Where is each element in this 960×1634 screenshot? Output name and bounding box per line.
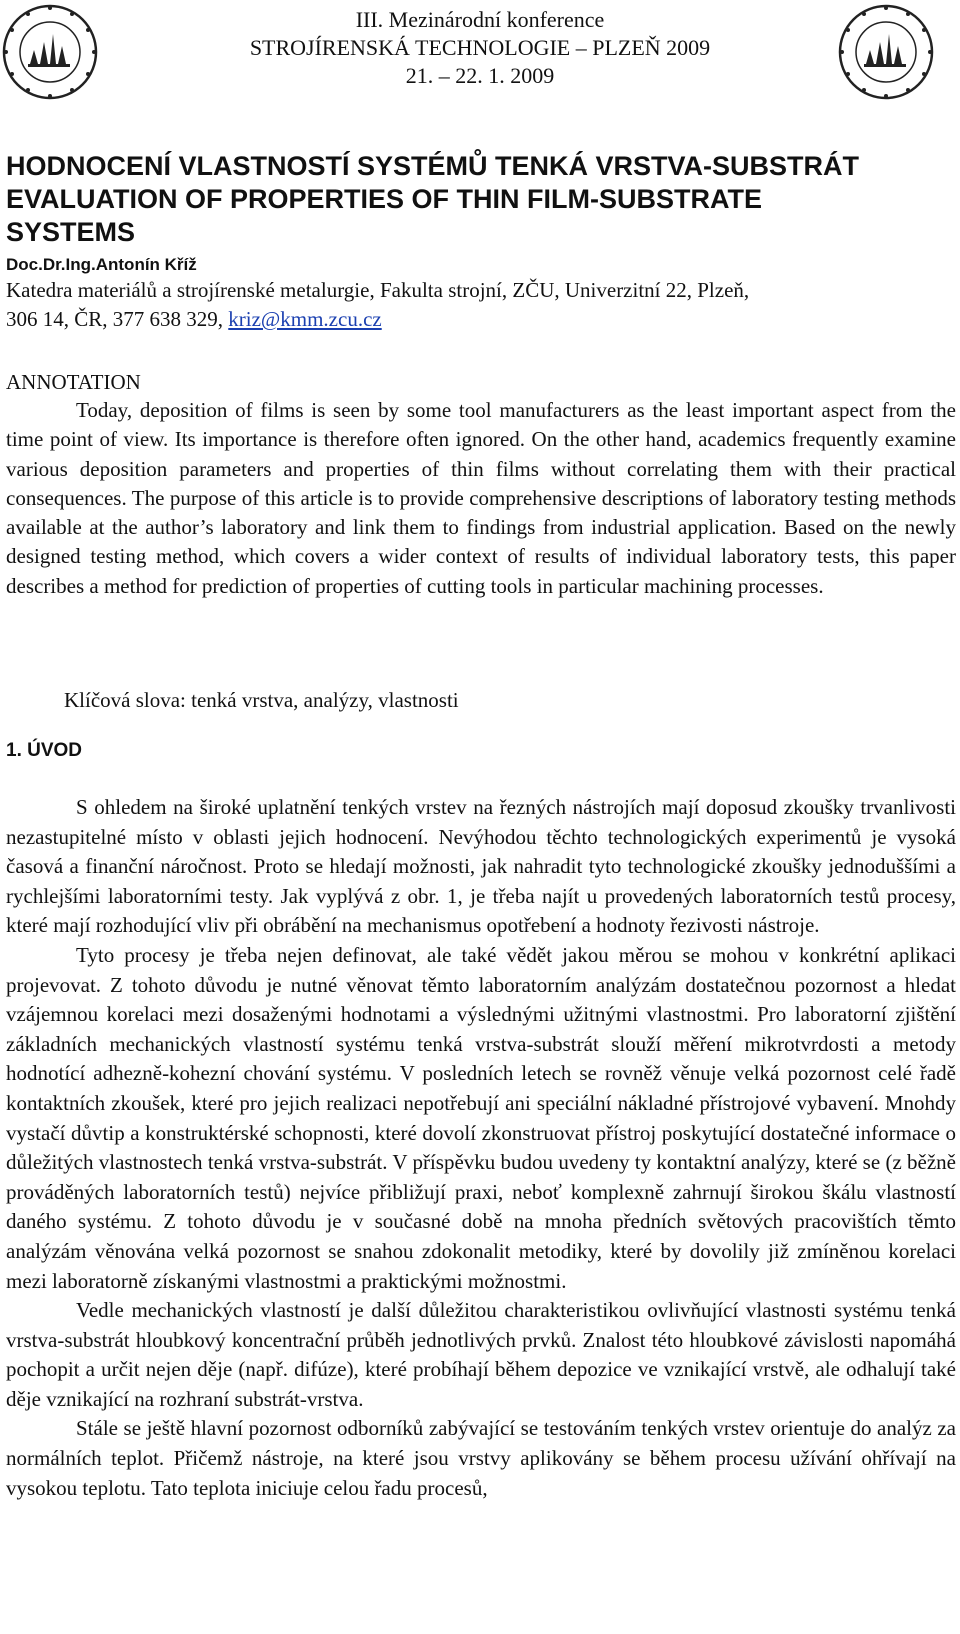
- annotation-paragraph: Today, deposition of films is seen by some tool manufacturers as the least important aspect from the time point of view. Its importance is therefore often ignored. On the other hand, academics frequently examine various deposition parameters and properties of thin films without correlating them with their practical consequences. The purpose of this article is to provide comprehensive descriptions of laboratory testing methods available at the author’s laboratory and link them to findings from industrial application. Based on the newly designed testing method, which covers a wider context of results of individual laboratory tests, this paper describes a method for prediction of properties of cutting tools in particular machining processes.: [6, 398, 956, 598]
- conference-header: [0, 0, 960, 100]
- author-affiliation: [6, 276, 956, 334]
- conference-date: 21. – 22. 1. 2009: [405, 63, 555, 88]
- section-body: [6, 793, 956, 1503]
- affiliation-line: Katedra materiálů a strojírenské metalurgie, Fakulta strojní, ZČU, Univerzitní 22, Plzeň,: [6, 278, 750, 302]
- paper-title: [6, 150, 956, 249]
- body-paragraph: S ohledem na široké uplatnění tenkých vrstev na řezných nástrojích mají doposud zkoušky trvanlivosti nezastupitelné místo v oblasti jejich hodnocení. Nevýhodou těchto technologických experimentů je vysoká časová a finanční náročnost. Proto se hledají možnosti, jak nahradit tyto technologické zkoušky jednoduššími a rychlejšími laboratorními testy. Jak vyplývá z obr. 1, je třeba najít u provedených laboratorních testů procesy, které mají rozhodující vliv při obrábění na mechanismus opotřebení a hodnoty řezivosti nástroje.: [6, 795, 956, 938]
- email-link[interactable]: kriz@kmm.zcu.cz: [228, 307, 382, 331]
- title-english: EVALUATION OF PROPERTIES OF THIN FILM-SUBSTRATE: [6, 184, 762, 214]
- title-english-cont: SYSTEMS: [6, 217, 136, 247]
- section-heading: 1. ÚVOD: [6, 740, 83, 761]
- conference-name: III. Mezinárodní konference: [355, 7, 605, 32]
- affiliation-contact: [6, 305, 956, 334]
- conference-info: [150, 6, 810, 90]
- conference-title: STROJÍRENSKÁ TECHNOLOGIE – PLZEŇ 2009: [249, 35, 711, 60]
- conference-logo-right: [836, 2, 936, 102]
- body-paragraph: Stále se ještě hlavní pozornost odborníků zabývající se testováním tenkých vrstev orientuje do analýz za normálních teplot. Přičemž nástroje, na které jsou vrstvy aplikovány se během procesu užívání ohřívají na vysokou teplotu. Tato teplota iniciuje celou řadu procesů,: [6, 1416, 956, 1500]
- annotation-text: [6, 396, 956, 601]
- body-paragraph: Tyto procesy je třeba nejen definovat, ale také vědět jakou měrou se mohou v konkrétní aplikaci projevovat. Z tohoto důvodu je nutné věnovat těmto laboratorním analýzám dostatečnou pozornost a hledat vzájemnou korelaci mezi dosaženými hodnotami a výslednými užitnými vlastnostmi. Pro laboratorní zjištění základních mechanických vlastností systému tenká vrstva-substrát slouží měření mikrotvrdosti a metody hodnotící adhezně-kohezní chování systému. V posledních letech se rovněž věnuje velká pozornost celé řadě kontaktních zkoušek, které pro jejich realizaci nepotřebují ani speciální nákladné přístrojové vybavení. Mnohdy vystačí důvtip a konstruktérské schopnosti, které dovolí zkonstruovat přístroj poskytující dostatečné informace o důležitých vlastnostech tenká vrstva-substrát. V příspěvku budou uvedeny ty kontaktní analýzy, které se (z běžně prováděných laboratorních testů) nejvíce přibližují praxi, neboť komplexně zahrnují širokou škálu vlastností daného systému. Z tohoto důvodu je v současné době na mnoha předních světových pracovištích těmto analýzám věnována velká pozornost se snahou zdokonalit metodiky, které by dovolily již zmíněnou korelaci mezi laboratorně získanými vlastnostmi a praktickými možnostmi.: [6, 942, 956, 1293]
- author-name: Doc.Dr.Ing.Antonín Kříž: [6, 255, 197, 274]
- annotation-heading: ANNOTATION: [6, 370, 141, 394]
- conference-logo-left: [0, 2, 100, 102]
- title-czech: HODNOCENÍ VLASTNOSTÍ SYSTÉMŮ TENKÁ VRSTVA-SUBSTRÁT: [6, 151, 860, 181]
- affiliation-address: 306 14, ČR, 377 638 329,: [6, 307, 229, 331]
- keywords: Klíčová slova: tenká vrstva, analýzy, vlastnosti: [64, 688, 459, 712]
- body-paragraph: Vedle mechanických vlastností je další důležitou charakteristikou ovlivňující vlastnosti systému tenká vrstva-substrát hloubkový koncentrační průběh jednotlivých prvků. Znalost této hloubkové závislosti napomáhá pochopit a určit nejen děje (např. difúze), které probíhají během depozice ve vznikající vrstvě, ale odhalují také děje vznikající na rozhraní substrát-vrstva.: [6, 1298, 956, 1411]
